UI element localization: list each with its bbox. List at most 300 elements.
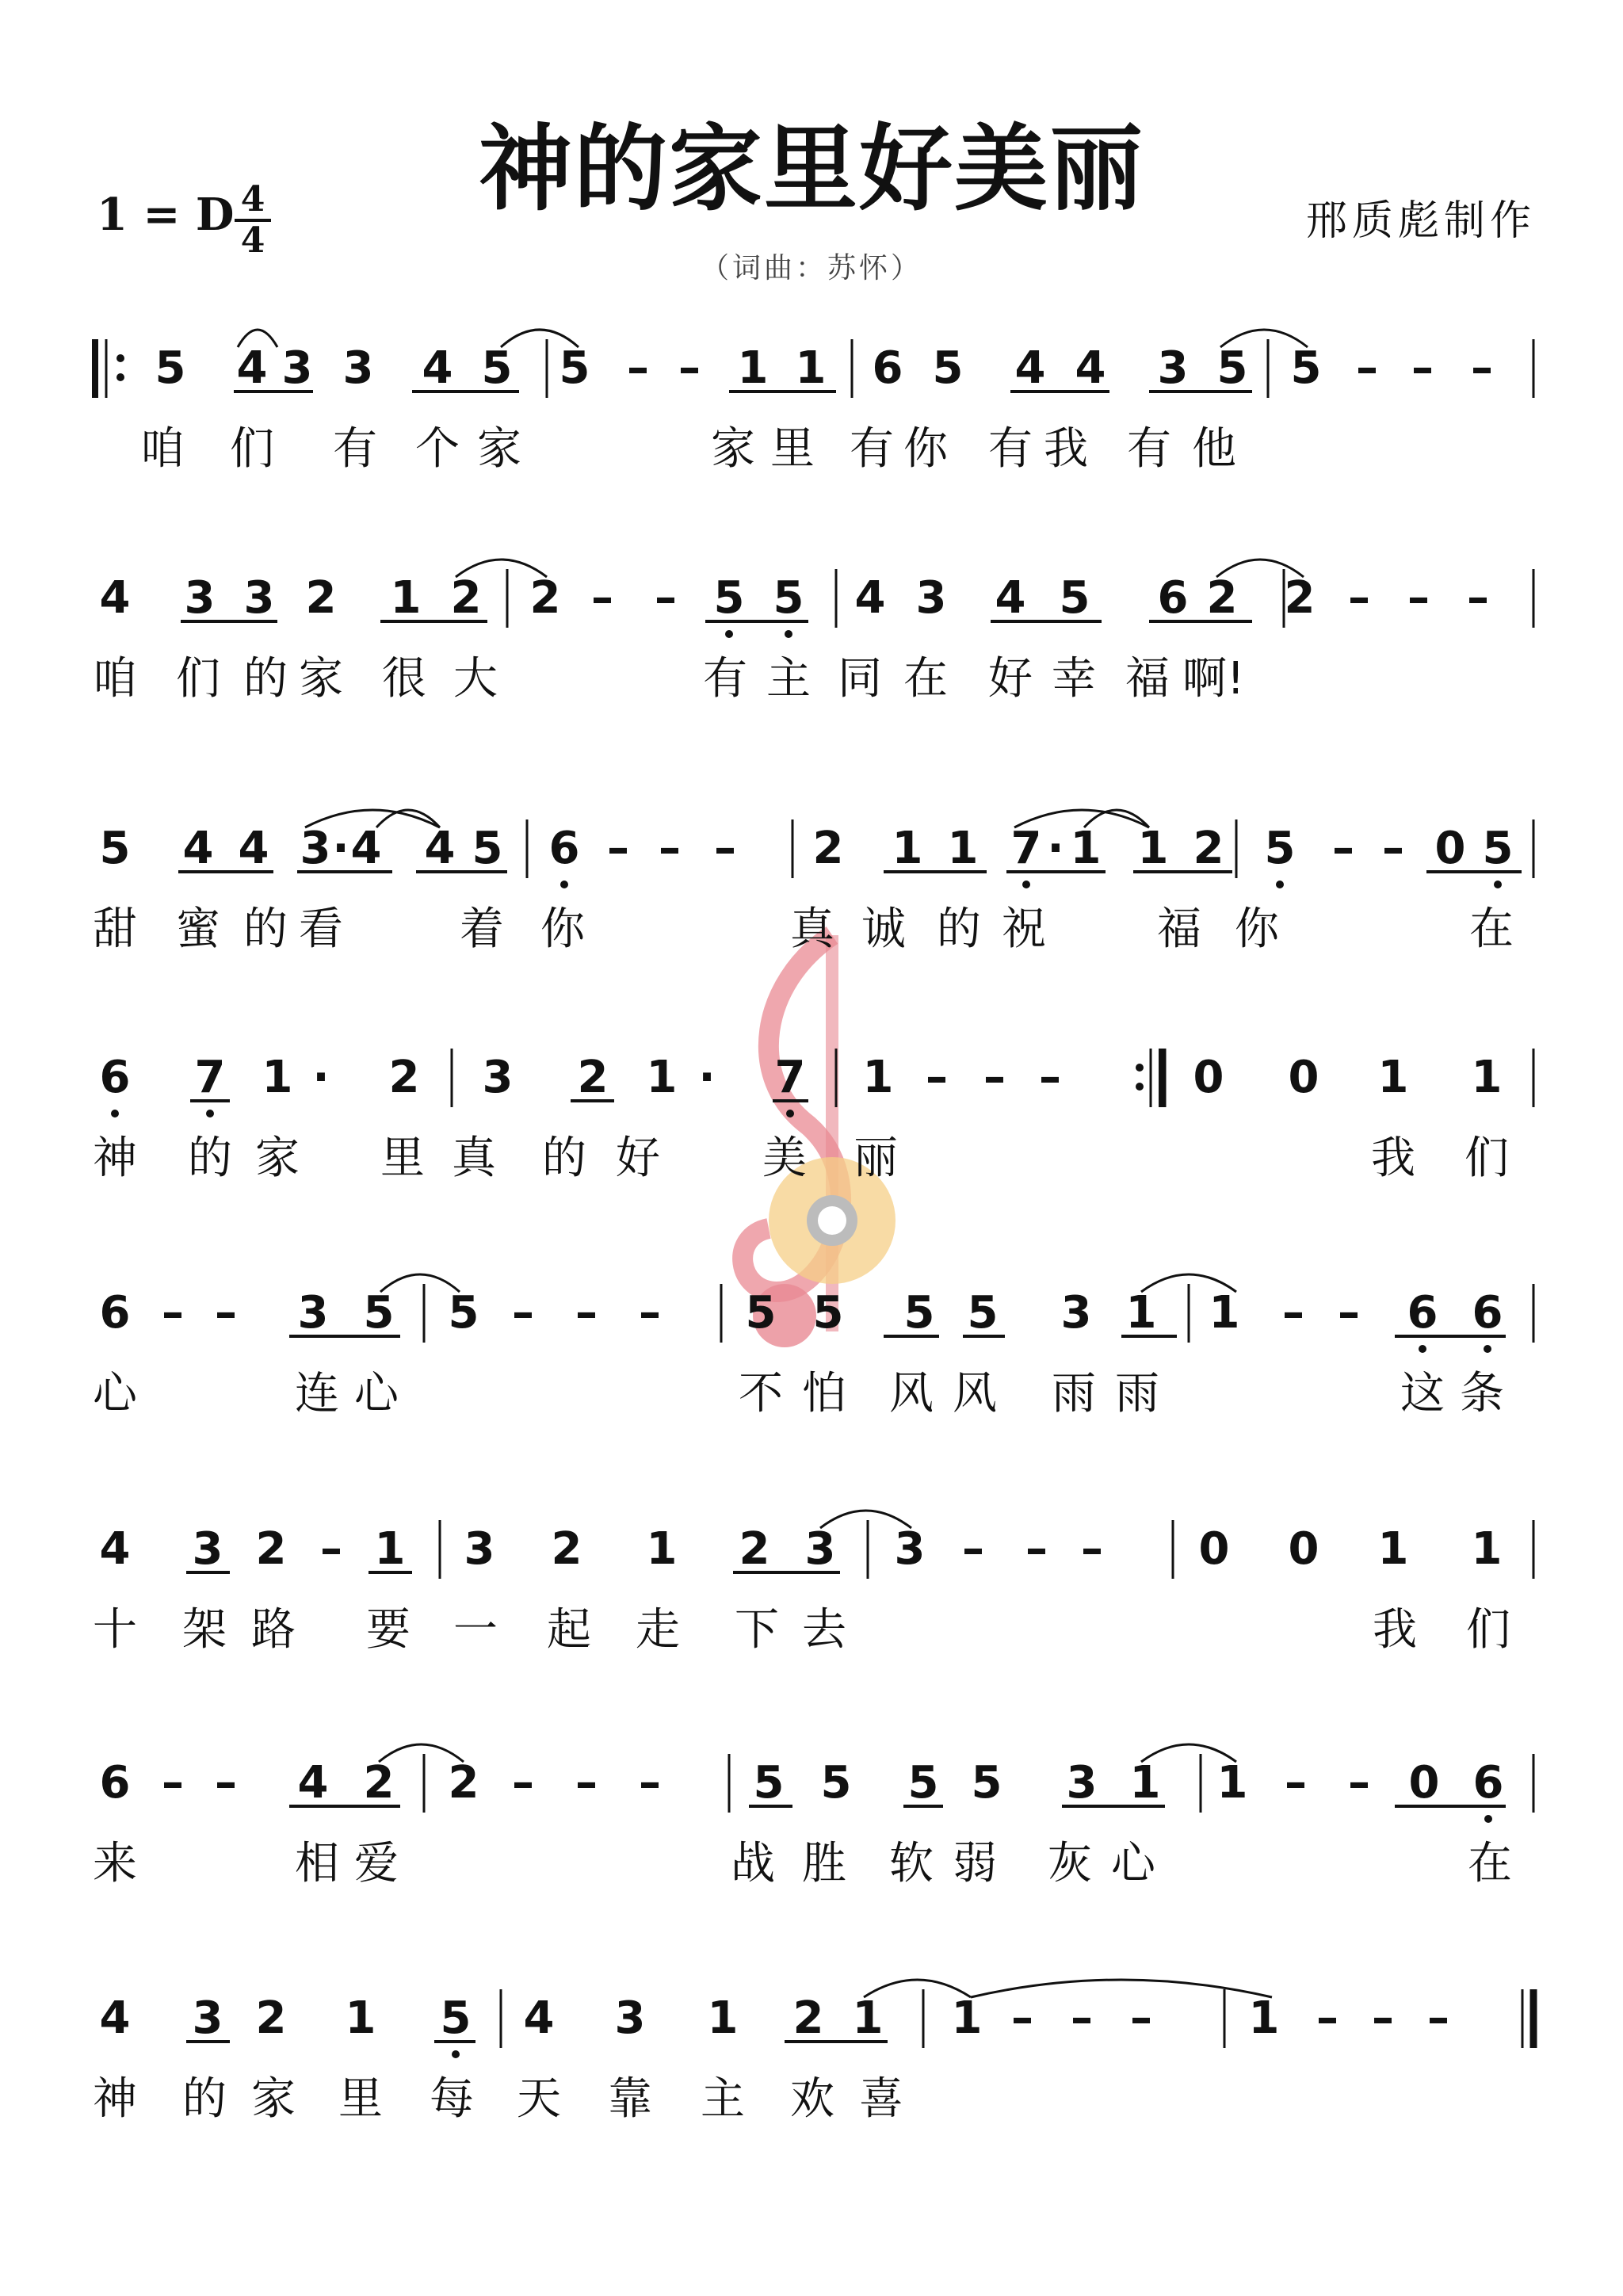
note: 4 [854, 572, 886, 624]
note: 0 [1193, 1052, 1224, 1103]
note: 2 [529, 572, 561, 624]
lyric-char: 里 [380, 1133, 425, 1184]
dot-extension: · [332, 823, 349, 874]
lyric-char: 雨 [1052, 1368, 1096, 1419]
slur [238, 330, 277, 347]
note: 4 [350, 823, 382, 874]
hold-dash: – [639, 1757, 661, 1809]
lyric-char: 主 [766, 653, 811, 705]
note: 5 [559, 342, 590, 394]
note: 3 [342, 342, 374, 394]
note: 6 [1472, 1757, 1504, 1809]
note: 3 [1060, 1287, 1092, 1339]
hold-dash: – [659, 823, 681, 874]
note: 0 [1288, 1523, 1319, 1575]
hold-dash: – [162, 1757, 184, 1809]
lyric-char: 走 [636, 1604, 680, 1656]
lyric-char: 风 [889, 1368, 934, 1419]
note: 3 [192, 1992, 223, 2044]
octave-dot [1484, 1345, 1491, 1353]
note: 2 [1206, 572, 1238, 624]
note: 2 [388, 1052, 420, 1103]
note: 4 [99, 1992, 131, 2044]
hold-dash: – [1071, 1992, 1093, 2044]
note: 6 [99, 1757, 131, 1809]
octave-dot [206, 1110, 214, 1117]
lyric-char: 胜 [802, 1838, 846, 1889]
lyric-char: 家 [477, 423, 521, 475]
notation-marks [0, 821, 1623, 980]
note: 1 [390, 572, 422, 624]
hold-dash: – [1025, 1523, 1048, 1575]
lyric-char: 看 [299, 904, 343, 955]
lyric-char: 咱 [93, 653, 137, 705]
notation-marks [0, 1522, 1623, 1680]
hold-dash: – [1081, 1523, 1103, 1575]
note: 5 [440, 1992, 472, 2044]
repeat-dot [116, 354, 124, 362]
note: 5 [812, 1287, 844, 1339]
octave-dot [786, 1110, 794, 1117]
lyric-char: 我 [1371, 1133, 1415, 1184]
slur [376, 810, 440, 827]
repeat-dot [1136, 1083, 1144, 1091]
lyric-char: 他 [1192, 423, 1236, 475]
hold-dash: – [678, 342, 701, 394]
note: 1 [1248, 1992, 1280, 2044]
octave-dot [560, 881, 568, 888]
note: 3 [184, 572, 216, 624]
hold-dash: – [1348, 1757, 1370, 1809]
note: 0 [1408, 1757, 1440, 1809]
hold-dash: – [162, 1287, 184, 1339]
lyric-char: 心 [1111, 1838, 1155, 1889]
hold-dash: – [1285, 1757, 1307, 1809]
note: 6 [1157, 572, 1189, 624]
note: 1 [1471, 1052, 1503, 1103]
note: 5 [481, 342, 513, 394]
note: 2 [255, 1523, 287, 1575]
note: 3 [281, 342, 313, 394]
notation-marks [0, 1755, 1623, 1914]
note: 1 [1070, 823, 1102, 874]
hold-dash: – [215, 1287, 237, 1339]
note: 3 [915, 572, 947, 624]
note: 6 [1407, 1287, 1438, 1339]
score-system-7 [0, 1755, 1623, 1914]
hold-dash: – [575, 1287, 598, 1339]
note: 3 [1066, 1757, 1098, 1809]
hold-dash: – [1130, 1992, 1152, 2044]
lyric-char: 一 [453, 1604, 498, 1656]
lyric-char: 爱 [354, 1838, 399, 1889]
note: 5 [903, 1287, 935, 1339]
octave-dot [1276, 881, 1284, 888]
note: 5 [472, 823, 503, 874]
lyric-char: 里 [338, 2073, 383, 2125]
lyric-char: 真 [790, 904, 834, 955]
note: 1 [1377, 1523, 1409, 1575]
note: 6 [1472, 1287, 1503, 1339]
lyric-char: 福 [1157, 904, 1201, 955]
lyric-char: 心 [93, 1368, 137, 1419]
lyric-char: 的 [188, 1133, 232, 1184]
note: 6 [99, 1052, 131, 1103]
score-system-8 [0, 1991, 1623, 2149]
note: 4 [297, 1757, 329, 1809]
lyric-char: 好 [616, 1133, 660, 1184]
lyric-char: 下 [735, 1604, 779, 1656]
lyric-char: 家 [251, 2073, 296, 2125]
hold-dash: – [320, 1523, 342, 1575]
note: 3 [243, 572, 275, 624]
note: 3 [894, 1523, 926, 1575]
note: 5 [745, 1287, 777, 1339]
note: 2 [305, 572, 337, 624]
note: 1 [795, 342, 827, 394]
note: 4 [236, 342, 268, 394]
lyric-char: 灰 [1048, 1838, 1092, 1889]
note: 3 [614, 1992, 646, 2044]
lyric-char: 们 [1466, 1604, 1510, 1656]
lyric-char: 主 [701, 2073, 745, 2125]
score-system-6 [0, 1522, 1623, 1680]
lyric-char: 软 [889, 1838, 934, 1889]
lyric-char: 咱 [140, 423, 185, 475]
note: 5 [155, 342, 186, 394]
note: 2 [363, 1757, 395, 1809]
hold-dash: – [714, 823, 736, 874]
octave-dot [785, 630, 792, 638]
note: 5 [932, 342, 964, 394]
note: 2 [577, 1052, 609, 1103]
lyric-char: 在 [1468, 1838, 1512, 1889]
note: 2 [812, 823, 844, 874]
hold-dash: – [983, 1052, 1006, 1103]
lyric-char: 美 [762, 1133, 807, 1184]
note: 5 [448, 1287, 479, 1339]
hold-dash: – [1316, 1992, 1338, 2044]
notation-marks [0, 1050, 1623, 1209]
arranger-credit: 邢质彪制作 [1305, 197, 1536, 245]
note: 2 [1284, 572, 1316, 624]
lyric-char: 家 [711, 423, 755, 475]
lyric-char: 的 [182, 2073, 227, 2125]
lyric-char: 天 [517, 2073, 561, 2125]
notation-marks [0, 571, 1623, 729]
lyric-char: 们 [176, 653, 220, 705]
octave-dot [452, 2050, 460, 2058]
note: 5 [971, 1757, 1002, 1809]
dot-extension: · [698, 1052, 716, 1103]
lyric-char: 条 [1460, 1368, 1504, 1419]
hold-dash: – [1407, 572, 1430, 624]
note: 5 [1482, 823, 1514, 874]
score-system-1 [0, 341, 1623, 499]
score-system-2 [0, 571, 1623, 729]
lyric-char: 蜜 [176, 904, 220, 955]
note: 2 [450, 572, 482, 624]
lyric-char: 福 [1125, 653, 1170, 705]
lyric-char: 有 [988, 423, 1033, 475]
lyric-char: 祝 [1002, 904, 1046, 955]
note: 1 [737, 342, 769, 394]
lyric-char: 欢 [790, 2073, 834, 2125]
note: 1 [1137, 823, 1169, 874]
lyric-char: 相 [295, 1838, 339, 1889]
octave-dot [1484, 1815, 1492, 1823]
score-system-5 [0, 1286, 1623, 1444]
lyric-char: 你 [1235, 904, 1279, 955]
note: 1 [852, 1992, 884, 2044]
lyric-char: 你 [903, 423, 948, 475]
hold-dash: – [512, 1287, 534, 1339]
note: 5 [1290, 342, 1322, 394]
note: 4 [182, 823, 214, 874]
lyric-char: 真 [452, 1133, 496, 1184]
key-signature: 1 = D [97, 189, 235, 241]
note: 5 [363, 1287, 395, 1339]
notation-marks [0, 1286, 1623, 1444]
hold-dash: – [1332, 823, 1354, 874]
note: 3 [464, 1523, 495, 1575]
lyric-char: 弱 [953, 1838, 997, 1889]
note: 0 [1288, 1052, 1319, 1103]
hold-dash: – [591, 572, 613, 624]
time-signature-top: 4 [240, 179, 265, 220]
hold-dash: – [1348, 572, 1370, 624]
lyric-char: 路 [251, 1604, 296, 1656]
note: 1 [1129, 1757, 1161, 1809]
lyric-char: 有 [703, 653, 747, 705]
lyric-char: 们 [230, 423, 274, 475]
lyric-char: 心 [354, 1368, 399, 1419]
note: 1 [707, 1992, 739, 2044]
hold-dash: – [1471, 342, 1493, 394]
note: 5 [1059, 572, 1090, 624]
note: 5 [1216, 342, 1248, 394]
note: 6 [548, 823, 580, 874]
lyric-char: 战 [731, 1838, 775, 1889]
lyric-char: 这 [1400, 1368, 1445, 1419]
note: 3 [804, 1523, 836, 1575]
note: 7 [194, 1052, 226, 1103]
lyric-char: 我 [1044, 423, 1088, 475]
lyric-char: 啊! [1182, 653, 1245, 705]
note: 4 [99, 572, 131, 624]
note: 2 [255, 1992, 287, 2044]
hold-dash: – [627, 342, 649, 394]
lyric-char: 风 [953, 1368, 997, 1419]
score-system-4 [0, 1050, 1623, 1209]
lyric-char: 在 [1469, 904, 1514, 955]
note: 5 [753, 1757, 785, 1809]
octave-dot [725, 630, 733, 638]
hold-dash: – [926, 1052, 948, 1103]
notation-marks [0, 1991, 1623, 2149]
note: 4 [1075, 342, 1106, 394]
slur [1084, 810, 1149, 827]
octave-dot [1494, 881, 1502, 888]
note: 3 [297, 1287, 329, 1339]
slur [1141, 1744, 1236, 1762]
slur [864, 1980, 971, 1997]
time-signature-bottom: 4 [240, 220, 265, 261]
lyric-char: 架 [182, 1604, 227, 1656]
lyric-char: 怕 [802, 1368, 846, 1419]
note: 1 [262, 1052, 293, 1103]
note: 4 [995, 572, 1026, 624]
lyric-char: 在 [903, 653, 948, 705]
note: 1 [1216, 1757, 1248, 1809]
note: 4 [238, 823, 269, 874]
hold-dash: – [512, 1757, 534, 1809]
lyric-char: 我 [1373, 1604, 1417, 1656]
hold-dash: – [1039, 1052, 1061, 1103]
note: 0 [1198, 1523, 1230, 1575]
hold-dash: – [1282, 1287, 1304, 1339]
repeat-dot [116, 373, 124, 381]
note: 1 [862, 1052, 894, 1103]
note: 1 [947, 823, 979, 874]
note: 3 [192, 1523, 223, 1575]
note: 3 [482, 1052, 514, 1103]
note: 5 [99, 823, 131, 874]
lyric-char: 来 [93, 1838, 137, 1889]
note: 4 [99, 1523, 131, 1575]
lyric-char: 幸 [1052, 653, 1096, 705]
composer-credit: （词曲：苏怀） [700, 252, 922, 285]
slur [380, 1274, 460, 1292]
slur [971, 1980, 1272, 1997]
note: 3 [1157, 342, 1189, 394]
lyric-char: 同 [838, 653, 882, 705]
lyric-char: 的 [243, 904, 288, 955]
lyric-char: 你 [540, 904, 585, 955]
hold-dash: – [1382, 823, 1404, 874]
hold-dash: – [1338, 1287, 1360, 1339]
slur [1220, 330, 1308, 347]
notation-marks [0, 341, 1623, 499]
note: 1 [951, 1992, 983, 2044]
lyric-char: 甜 [93, 904, 137, 955]
note: 2 [448, 1757, 479, 1809]
note: 6 [99, 1287, 131, 1339]
octave-dot [1022, 881, 1030, 888]
lyric-char: 不 [739, 1368, 783, 1419]
lyric-char: 大 [453, 653, 498, 705]
note: 1 [646, 1052, 678, 1103]
lyric-char: 好 [988, 653, 1033, 705]
lyric-char: 去 [802, 1604, 846, 1656]
score-system-3 [0, 821, 1623, 980]
dot-extension: · [1047, 823, 1064, 874]
note: 4 [1014, 342, 1046, 394]
lyric-char: 神 [93, 2073, 137, 2125]
lyric-char: 家 [299, 653, 343, 705]
note: 6 [872, 342, 903, 394]
lyric-char: 靠 [608, 2073, 652, 2125]
lyric-char: 雨 [1115, 1368, 1159, 1419]
lyric-char: 个 [415, 423, 460, 475]
note: 3 [300, 823, 331, 874]
note: 7 [774, 1052, 806, 1103]
hold-dash: – [1011, 1992, 1033, 2044]
lyric-char: 连 [295, 1368, 339, 1419]
note: 1 [1209, 1287, 1240, 1339]
lyric-char: 的 [937, 904, 981, 955]
hold-dash: – [655, 572, 677, 624]
lyric-char: 有 [1127, 423, 1171, 475]
hold-dash: – [1372, 1992, 1394, 2044]
lyric-char: 有 [333, 423, 377, 475]
hold-dash: – [1356, 342, 1378, 394]
song-title: 神的家里好美丽 [478, 113, 1144, 223]
note: 5 [820, 1757, 852, 1809]
lyric-char: 的 [243, 653, 288, 705]
lyric-char: 有 [850, 423, 894, 475]
hold-dash: – [962, 1523, 984, 1575]
note: 5 [1264, 823, 1296, 874]
note: 1 [892, 823, 923, 874]
octave-dot [111, 1110, 119, 1117]
lyric-char: 家 [255, 1133, 300, 1184]
lyric-char: 的 [542, 1133, 586, 1184]
dot-extension: · [312, 1052, 330, 1103]
note: 1 [1377, 1052, 1409, 1103]
lyric-char: 十 [93, 1604, 137, 1656]
note: 1 [646, 1523, 678, 1575]
lyric-char: 很 [382, 653, 426, 705]
lyric-char: 诚 [861, 904, 906, 955]
lyric-char: 着 [460, 904, 504, 955]
note: 5 [773, 572, 804, 624]
slur [501, 330, 579, 347]
hold-dash: – [1427, 1992, 1449, 2044]
note: 5 [713, 572, 745, 624]
octave-dot [1419, 1345, 1426, 1353]
note: 5 [907, 1757, 939, 1809]
note: 0 [1434, 823, 1466, 874]
hold-dash: – [215, 1757, 237, 1809]
note: 5 [967, 1287, 999, 1339]
note: 4 [523, 1992, 555, 2044]
hold-dash: – [575, 1757, 598, 1809]
note: 1 [345, 1992, 376, 2044]
note: 4 [424, 823, 456, 874]
note: 1 [374, 1523, 406, 1575]
note: 2 [1193, 823, 1224, 874]
note: 1 [1125, 1287, 1157, 1339]
lyric-char: 喜 [859, 2073, 903, 2125]
hold-dash: – [639, 1287, 661, 1339]
hold-dash: – [607, 823, 629, 874]
lyric-char: 每 [430, 2073, 474, 2125]
lyric-char: 要 [366, 1604, 411, 1656]
note: 2 [792, 1992, 824, 2044]
slur [379, 1744, 464, 1762]
lyric-char: 起 [547, 1604, 591, 1656]
note: 4 [422, 342, 453, 394]
repeat-dot [1136, 1064, 1144, 1072]
slur [456, 560, 547, 577]
slur [1216, 560, 1304, 577]
note: 1 [1471, 1523, 1503, 1575]
hold-dash: – [1467, 572, 1489, 624]
slur [820, 1511, 911, 1528]
hold-dash: – [1411, 342, 1434, 394]
note: 2 [551, 1523, 582, 1575]
